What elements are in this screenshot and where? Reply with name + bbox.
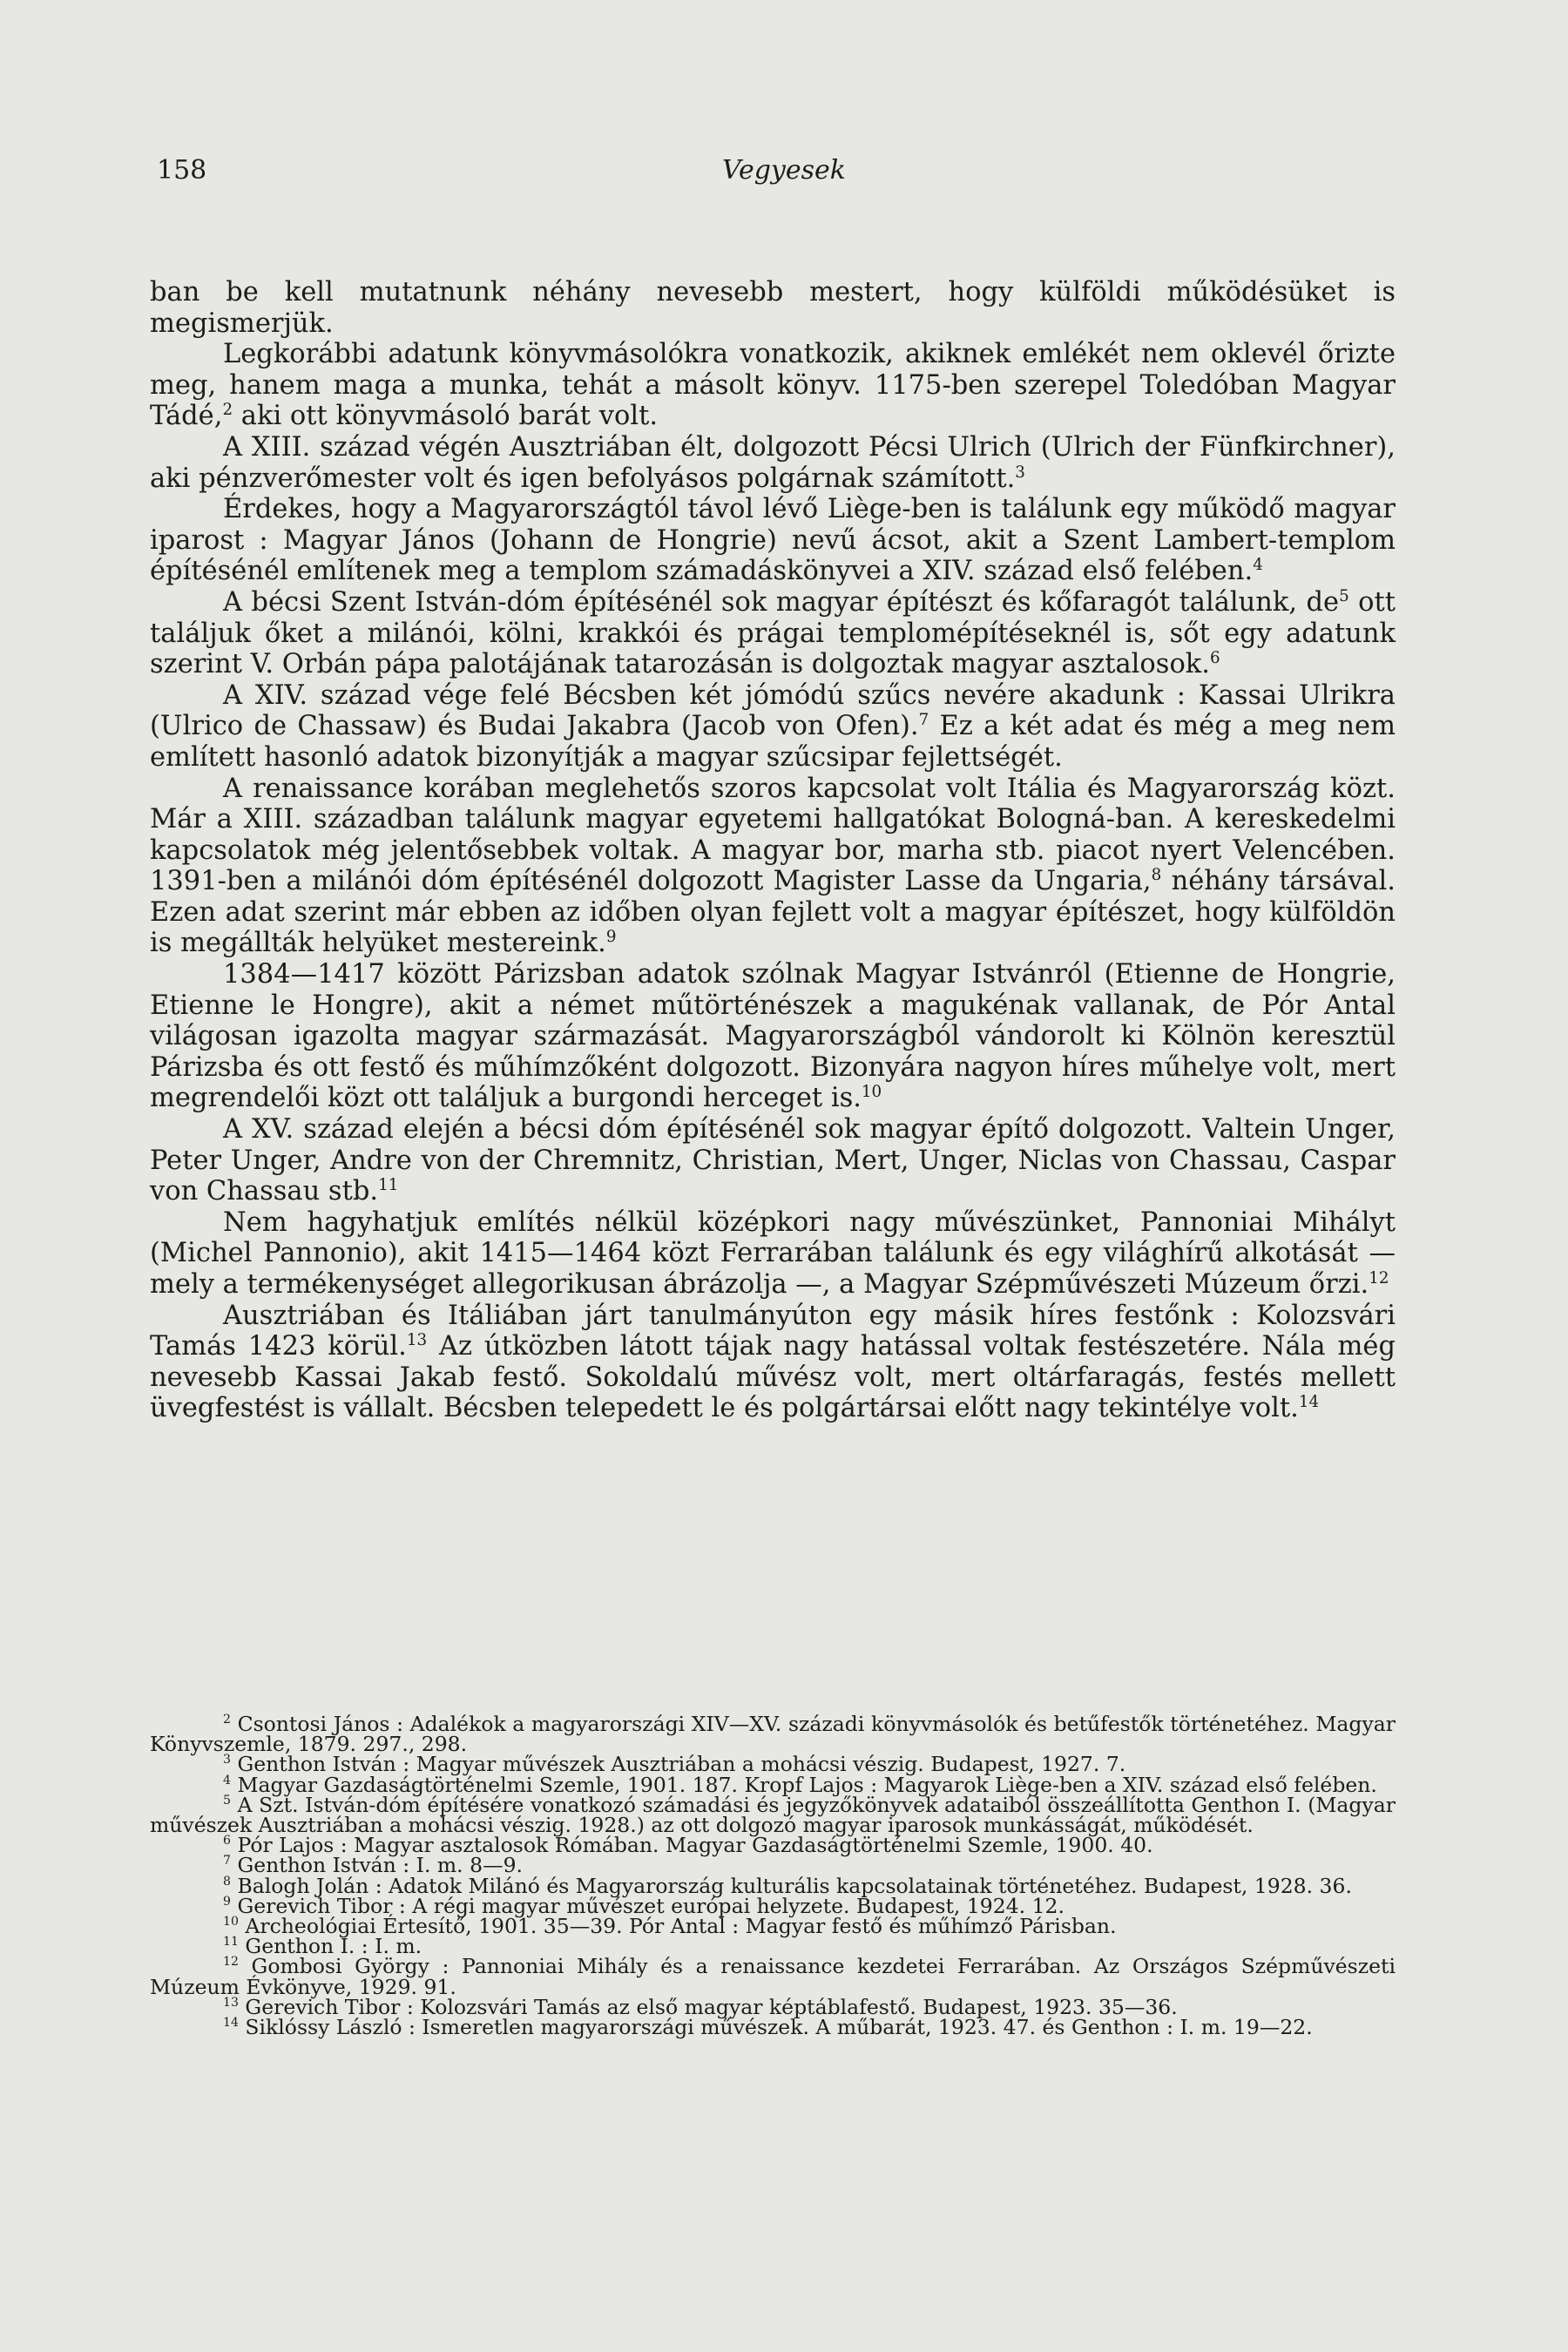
footnote-ref: 13	[406, 1331, 428, 1350]
paragraph: A XIII. század végén Ausztriában élt, dolgozott Pécsi Ulrich (Ulrich der Fünfkirchner), aki pénzverőmester volt és igen befolyásos polgárnak számított.$^3$	[150, 431, 1396, 494]
paragraph: A renaissance korában meglehetős szoros kapcsolat volt Itália és Magyarország közt. Már a XIII. században találunk magyar egyetemi hallgatókat Bologná-ban. A kereskedelmi kapcsolatok még jelentősebbek voltak. A magyar bor, marha stb. piacot nyert Velencében. 1391-ben a milánói dóm építésénél dolgozott Magister Lasse da Ungaria,$^8$ néhány társával. Ezen adat szerint már ebben az időben olyan fejlett volt a magyar építészet, hogy külföldön is megállták helyüket mestereink.$^9$	[150, 773, 1396, 959]
footnote-number: 10	[223, 1915, 239, 1930]
paragraph: ban be kell mutatnunk néhány nevesebb mestert, hogy külföldi működésüket is megismerjük.	[150, 277, 1396, 339]
footnote: $^{10}$ Archeológiai Értesítő, 1901. 35—39. Pór Antal : Magyar festő és műhímző Párisban.	[223, 1914, 1117, 1939]
footnote-ref: 11	[378, 1176, 399, 1195]
footnote-number: 13	[223, 1996, 239, 2011]
footnote: $^5$ A Szt. István-dóm építésére vonatkozó számadási és jegyzőkönyvek adataiból összeállította Genthon I. (Magyar művészek Ausztriában a mohácsi vészig. 1928.) az ott dolgozó magyar iparosok munkásságát, működését.	[150, 1792, 1396, 1838]
footnote-ref: 12	[1369, 1268, 1389, 1288]
footnote: $^2$ Csontosi János : Adalékok a magyarországi XIV—XV. századi könyvmásolók és betűfestők történetéhez. Magyar Könyvszemle, 1879. 297., 298.	[150, 1712, 1396, 1757]
paragraph: Nem hagyhatjuk említés nélkül középkori nagy művészünket, Pannoniai Mihályt (Michel Pannonio), akit 1415—1464 közt Ferrarában találunk és egy világhírű alkotását — mely a termékenységet allegorikusan ábrázolja —, a Magyar Szépművészeti Múzeum őrzi.$^{12}$	[150, 1206, 1396, 1300]
footnotes	[150, 1714, 1396, 2038]
paragraph: A bécsi Szent István-dóm építésénél sok magyar építészt és kőfaragót találunk, $de^5$ ott találjuk őket a milánói, kölni, krakkói és prágai templomépítéseknél is, sőt egy adatunk szerint V. Orbán pápa palotájának tatarozásán is dolgoztak magyar asztalosok.$^6$	[150, 586, 1396, 680]
footnote-number: 5	[223, 1793, 231, 1808]
paragraph: Legkorábbi adatunk könyvmásolókra vonatkozik, akiknek emlékét nem oklevél őrizte meg, hanem maga a munka, tehát a másolt könyv. 1175-ben szerepel Toledóban Magyar Tádé,$^2$ aki ott könyvmásoló barát volt.	[150, 339, 1396, 432]
footnote: $^{12}$ Gombosi György : Pannoniai Mihály és a renaissance kezdetei Ferrarában. Az Országos Szépművészeti Múzeum Évkönyve, 1929. 91.	[150, 1954, 1396, 1999]
footnote: $^8$ Balogh Jolán : Adatok Milánó és Magyarország kulturális kapcsolatainak történetéhez. Budapest, 1928. 36.	[223, 1873, 1352, 1898]
footnote: $^6$ Pór Lajos : Magyar asztalosok Rómában. Magyar Gazdaságtörténelmi Szemle, 1900. 40.	[223, 1833, 1153, 1858]
paragraph: Érdekes, hogy a Magyarországtól távol lévő Liège-ben is találunk egy működő magyar iparost : Magyar János (Johann de Hongrie) nevű ácsot, akit a Szent Lambert-templom építésénél említenek meg a templom számadáskönyvei a XIV. század első felében.$^4$	[150, 494, 1396, 587]
footnote-number: 8	[223, 1874, 231, 1889]
footnote: $^{14}$ Siklóssy László : Ismeretlen magyarországi művészek. A műbarát, 1923. 47. és Genthon : I. m. 19—22.	[223, 2015, 1313, 2040]
footnote-number: 14	[223, 2016, 239, 2031]
footnote-ref: 5	[1339, 586, 1349, 605]
footnote-number: 3	[223, 1753, 231, 1767]
footnote-ref: 14	[1298, 1393, 1320, 1412]
paragraph: A XV. század elején a bécsi dóm építésénél sok magyar építő dolgozott. Valtein Unger, Peter Unger, Andre von der Chremnitz, Christian, Mert, Unger, Niclas von Chassau, Caspar von Chassau stb.$^{11}$	[150, 1114, 1396, 1207]
paragraph: 1384—1417 között Párizsban adatok szólnak Magyar Istvánról (Etienne de Hongrie, Etienne le Hongre), akit a német műtörténészek a magukénak vallanak, de Pór Antal világosan igazolta magyar származását. Magyarországból vándorolt ki Kölnön keresztül Párizsba és ott festő és műhímzőként dolgozott. Bizonyára nagyon híres műhelye volt, mert megrendelői közt ott találjuk a burgondi herceget is.$^{10}$	[150, 959, 1396, 1114]
footnote-number: 7	[223, 1854, 231, 1869]
footnote: $^3$ Genthon István : Magyar művészek Ausztriában a mohácsi vészig. Budapest, 1927. 7.	[223, 1752, 1126, 1777]
running-title: Vegyesek	[722, 155, 846, 186]
footnote-ref: 8	[1151, 866, 1162, 885]
page-header	[157, 155, 1411, 199]
footnote-ref: 4	[1253, 556, 1263, 575]
paragraph: Ausztriában és Itáliában járt tanulmányúton egy másik híres festőnk : Kolozsvári Tamás 1423 körül.$^{13}$ Az útközben látott tájak nagy hatással voltak festészetére. Nála még nevesebb Kassai Jakab festő. Sokoldalú művész volt, mert oltárfaragás, festés mellett üvegfestést is vállalt. Bécsben telepedett le és polgártársai előtt nagy tekintélye volt.$^{14}$	[150, 1300, 1396, 1424]
footnote-ref: 10	[861, 1083, 882, 1102]
footnote: $^4$ Magyar Gazdaságtörténelmi Szemle, 1901. 187. Kropf Lajos : Magyarok Liège-ben a XIV. század első felében.	[223, 1772, 1377, 1797]
footnote-number: 9	[223, 1895, 231, 1909]
footnote: $^{13}$ Gerevich Tibor : Kolozsvári Tamás az első magyar képtáblafestő. Budapest, 1923. 35—36.	[223, 1994, 1178, 2019]
footnote-number: 6	[223, 1834, 231, 1848]
footnote-number: 2	[223, 1713, 231, 1727]
paragraph: A XIV. század vége felé Bécsben két jómódú szűcs nevére akadunk : Kassai Ulrikra (Ulrico de Chassaw) és Budai Jakabra (Jacob von Ofen).$^7$ Ez a két adat és még a meg nem említett hasonló adatok bizonyítják a magyar szűcsipar fejlettségét.	[150, 679, 1396, 773]
footnote-ref: 3	[1015, 463, 1025, 482]
footnote-ref: 6	[1209, 648, 1220, 667]
page-number: 158	[157, 155, 207, 186]
footnote-number: 12	[223, 1955, 239, 1970]
footnote: $^7$ Genthon István : I. m. 8—9.	[223, 1853, 523, 1878]
body-text	[150, 277, 1396, 1424]
footnote: $^{11}$ Genthon I. : I. m.	[223, 1934, 422, 1959]
footnote-ref: 7	[918, 711, 929, 730]
footnote-number: 4	[223, 1773, 231, 1788]
footnote-ref: 2	[222, 401, 233, 420]
footnote-ref: 9	[605, 928, 617, 947]
footnote-number: 11	[223, 1935, 239, 1950]
footnote: $^9$ Gerevich Tibor : A régi magyar művészet európai helyzete. Budapest, 1924. 12.	[223, 1893, 1064, 1918]
